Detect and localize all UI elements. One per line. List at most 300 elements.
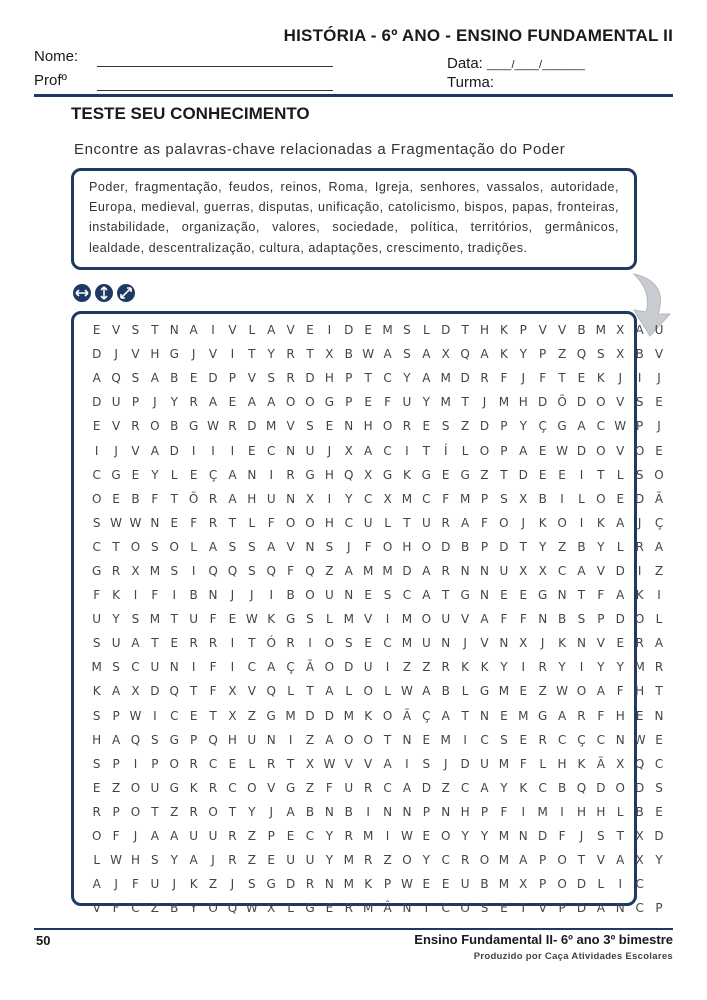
grid-letter[interactable]: T (151, 323, 159, 338)
grid-letter[interactable]: J (618, 371, 623, 386)
grid-letter[interactable]: Z (461, 419, 470, 434)
grid-letter[interactable]: J (230, 588, 235, 603)
grid-letter[interactable]: E (364, 588, 372, 603)
grid-letter[interactable]: P (383, 877, 392, 892)
grid-letter[interactable]: Ç (422, 708, 431, 723)
grid-letter[interactable]: L (616, 804, 624, 819)
grid-letter[interactable]: D (654, 829, 664, 844)
grid-letter[interactable]: V (364, 612, 373, 627)
grid-letter[interactable]: M (498, 829, 510, 844)
grid-letter[interactable]: P (112, 804, 120, 819)
grid-letter[interactable]: C (383, 780, 392, 795)
grid-letter[interactable]: C (422, 491, 431, 506)
grid-letter[interactable]: Â (383, 901, 392, 916)
grid-letter[interactable]: E (519, 684, 528, 699)
grid-letter[interactable]: R (402, 419, 412, 434)
grid-letter[interactable]: S (422, 756, 431, 771)
grid-letter[interactable]: S (635, 395, 644, 410)
grid-letter[interactable]: F (500, 804, 508, 819)
grid-letter[interactable]: U (150, 780, 160, 795)
grid-letter[interactable]: R (286, 347, 295, 362)
grid-letter[interactable]: O (479, 853, 490, 868)
grid-letter[interactable]: M (401, 491, 413, 506)
grid-letter[interactable]: B (305, 804, 315, 819)
grid-letter[interactable]: D (305, 371, 315, 386)
grid-letter[interactable]: U (266, 491, 276, 506)
grid-letter[interactable]: A (480, 347, 489, 362)
grid-letter[interactable]: D (344, 660, 354, 675)
grid-letter[interactable]: C (635, 877, 644, 892)
grid-letter[interactable]: U (344, 780, 354, 795)
grid-letter[interactable]: L (539, 756, 547, 771)
grid-letter[interactable]: C (480, 732, 489, 747)
grid-letter[interactable]: A (344, 563, 353, 578)
grid-letter[interactable]: K (577, 756, 586, 771)
grid-letter[interactable]: M (401, 636, 413, 651)
grid-letter[interactable]: I (637, 563, 642, 578)
grid-letter[interactable]: Y (422, 853, 430, 868)
grid-letter[interactable]: M (498, 756, 510, 771)
grid-letter[interactable]: A (228, 467, 237, 482)
grid-letter[interactable]: M (343, 877, 354, 892)
grid-letter[interactable]: L (384, 684, 391, 699)
grid-letter[interactable]: A (480, 780, 489, 795)
grid-letter[interactable]: J (250, 588, 254, 603)
grid-letter[interactable]: U (460, 877, 470, 892)
grid-letter[interactable]: L (597, 877, 605, 892)
grid-letter[interactable]: V (596, 563, 605, 578)
grid-letter[interactable]: U (421, 636, 431, 651)
grid-letter[interactable]: T (655, 684, 663, 699)
grid-letter[interactable]: A (616, 588, 625, 603)
grid-letter[interactable]: X (131, 563, 140, 578)
grid-letter[interactable]: S (403, 323, 411, 338)
grid-letter[interactable]: I (94, 443, 99, 458)
grid-letter[interactable]: Ç (538, 419, 547, 434)
grid-letter[interactable]: Ã (596, 756, 605, 771)
grid-letter[interactable]: U (150, 660, 160, 675)
grid-letter[interactable]: T (577, 588, 586, 603)
grid-letter[interactable]: L (248, 515, 256, 530)
grid-letter[interactable]: N (441, 636, 451, 651)
grid-letter[interactable]: R (441, 660, 450, 675)
grid-letter[interactable]: T (306, 684, 314, 699)
grid-letter[interactable]: F (151, 491, 159, 506)
grid-letter[interactable]: E (441, 467, 450, 482)
grid-letter[interactable]: E (189, 708, 198, 723)
grid-letter[interactable]: D (92, 395, 102, 410)
grid-letter[interactable]: P (500, 419, 508, 434)
grid-letter[interactable]: O (460, 901, 470, 916)
grid-letter[interactable]: H (324, 515, 334, 530)
grid-letter[interactable]: C (92, 467, 101, 482)
grid-letter[interactable]: A (150, 829, 159, 844)
grid-letter[interactable]: T (461, 323, 469, 338)
grid-letter[interactable]: E (131, 467, 140, 482)
grid-letter[interactable]: E (228, 756, 237, 771)
grid-letter[interactable]: Y (519, 419, 527, 434)
grid-letter[interactable]: Z (557, 347, 567, 362)
grid-letter[interactable]: W (245, 901, 258, 916)
grid-letter[interactable]: T (597, 467, 605, 482)
grid-letter[interactable]: I (153, 708, 157, 723)
grid-letter[interactable]: W (401, 684, 413, 699)
grid-letter[interactable]: T (422, 443, 430, 458)
grid-letter[interactable]: X (228, 708, 237, 723)
grid-letter[interactable]: R (441, 515, 450, 530)
grid-letter[interactable]: S (325, 539, 334, 554)
grid-letter[interactable]: E (364, 323, 372, 338)
grid-letter[interactable]: N (247, 467, 257, 482)
grid-letter[interactable]: J (191, 347, 196, 362)
grid-letter[interactable]: O (654, 467, 664, 482)
grid-letter[interactable]: S (170, 563, 179, 578)
grid-letter[interactable]: S (577, 612, 586, 627)
grid-letter[interactable]: E (635, 708, 644, 723)
grid-letter[interactable]: O (596, 395, 606, 410)
grid-letter[interactable]: E (286, 829, 295, 844)
grid-letter[interactable]: E (500, 708, 508, 723)
grid-letter[interactable]: O (130, 804, 141, 819)
grid-letter[interactable]: L (248, 323, 256, 338)
grid-letter[interactable]: B (131, 491, 140, 506)
grid-letter[interactable]: C (441, 901, 450, 916)
grid-letter[interactable]: T (248, 636, 256, 651)
grid-letter[interactable]: U (324, 588, 334, 603)
grid-letter[interactable]: B (577, 323, 586, 338)
grid-letter[interactable]: C (635, 901, 644, 916)
grid-letter[interactable]: M (362, 901, 374, 916)
grid-letter[interactable]: M (440, 371, 451, 386)
grid-letter[interactable]: O (441, 829, 451, 844)
grid-letter[interactable]: V (92, 901, 101, 916)
grid-letter[interactable]: U (499, 563, 509, 578)
grid-letter[interactable]: W (110, 515, 123, 530)
grid-letter[interactable]: B (344, 347, 353, 362)
grid-letter[interactable]: J (347, 539, 351, 554)
grid-letter[interactable]: O (382, 708, 393, 723)
grid-letter[interactable]: N (441, 804, 451, 819)
grid-letter[interactable]: U (363, 660, 373, 675)
grid-letter[interactable]: M (149, 563, 161, 578)
data-row[interactable] (447, 55, 585, 72)
grid-letter[interactable]: R (267, 756, 276, 771)
grid-letter[interactable]: K (461, 660, 470, 675)
grid-letter[interactable]: R (131, 419, 140, 434)
grid-letter[interactable]: P (480, 491, 489, 506)
grid-letter[interactable]: I (637, 371, 642, 386)
grid-letter[interactable]: N (169, 323, 179, 338)
grid-letter[interactable]: H (402, 539, 412, 554)
grid-letter[interactable]: R (208, 515, 218, 530)
grid-letter[interactable]: B (635, 804, 644, 819)
grid-letter[interactable]: N (402, 804, 412, 819)
grid-letter[interactable]: J (114, 347, 118, 362)
grid-letter[interactable]: F (500, 371, 508, 386)
grid-letter[interactable]: Z (208, 877, 218, 892)
grid-letter[interactable]: R (189, 756, 198, 771)
grid-letter[interactable]: R (286, 371, 295, 386)
grid-letter[interactable]: B (170, 901, 179, 916)
grid-letter[interactable]: Y (325, 853, 334, 868)
grid-letter[interactable]: A (92, 371, 101, 386)
grid-letter[interactable]: D (615, 563, 625, 578)
grid-letter[interactable]: G (188, 419, 199, 434)
grid-letter[interactable]: H (130, 853, 140, 868)
grid-letter[interactable]: U (111, 395, 121, 410)
grid-letter[interactable]: G (421, 467, 431, 482)
grid-letter[interactable]: V (557, 323, 567, 338)
grid-letter[interactable]: H (460, 804, 470, 819)
grid-letter[interactable]: C (383, 371, 392, 386)
grid-letter[interactable]: R (286, 467, 295, 482)
grid-letter[interactable]: E (364, 636, 372, 651)
grid-letter[interactable]: S (403, 347, 411, 362)
grid-letter[interactable]: K (189, 780, 198, 795)
grid-letter[interactable]: A (267, 660, 276, 675)
grid-letter[interactable]: H (363, 419, 373, 434)
grid-letter[interactable]: B (170, 419, 179, 434)
grid-letter[interactable]: T (500, 467, 508, 482)
grid-letter[interactable]: G (266, 708, 276, 723)
grid-letter[interactable]: V (247, 684, 256, 699)
grid-letter[interactable]: S (635, 467, 644, 482)
grid-letter[interactable]: A (616, 515, 625, 530)
grid-letter[interactable]: G (460, 588, 470, 603)
grid-letter[interactable]: T (519, 539, 527, 554)
grid-letter[interactable]: G (266, 877, 276, 892)
grid-letter[interactable]: I (405, 443, 409, 458)
grid-letter[interactable]: A (441, 708, 450, 723)
grid-letter[interactable]: R (635, 539, 644, 554)
grid-letter[interactable]: H (615, 708, 625, 723)
grid-letter[interactable]: X (616, 347, 625, 362)
grid-letter[interactable]: I (657, 588, 661, 603)
grid-letter[interactable]: T (248, 347, 256, 362)
grid-letter[interactable]: T (461, 395, 469, 410)
grid-letter[interactable]: H (557, 756, 567, 771)
grid-letter[interactable]: C (363, 491, 373, 506)
grid-letter[interactable]: A (461, 515, 470, 530)
grid-letter[interactable]: S (597, 347, 605, 362)
grid-letter[interactable]: N (615, 732, 625, 747)
grid-letter[interactable]: A (286, 804, 295, 819)
grid-letter[interactable]: R (228, 853, 237, 868)
grid-letter[interactable]: O (285, 395, 296, 410)
grid-letter[interactable]: Y (170, 395, 178, 410)
grid-letter[interactable]: M (382, 323, 393, 338)
grid-letter[interactable]: E (616, 636, 625, 651)
grid-letter[interactable]: E (189, 371, 198, 386)
grid-letter[interactable]: A (596, 684, 605, 699)
grid-letter[interactable]: T (364, 371, 372, 386)
grid-letter[interactable]: D (596, 780, 606, 795)
grid-letter[interactable]: L (461, 684, 469, 699)
grid-letter[interactable]: T (151, 636, 159, 651)
grid-letter[interactable]: U (441, 612, 451, 627)
grid-letter[interactable]: Z (111, 780, 121, 795)
grid-letter[interactable]: R (189, 636, 198, 651)
grid-letter[interactable]: O (576, 684, 587, 699)
grid-letter[interactable]: O (634, 443, 645, 458)
grid-letter[interactable]: V (596, 636, 605, 651)
grid-letter[interactable]: A (111, 684, 121, 699)
grid-letter[interactable]: M (401, 612, 413, 627)
grid-letter[interactable]: E (228, 395, 237, 410)
grid-letter[interactable]: R (460, 853, 470, 868)
grid-letter[interactable]: J (540, 636, 545, 651)
grid-letter[interactable]: S (92, 636, 101, 651)
grid-letter[interactable]: J (114, 443, 118, 458)
grid-letter[interactable]: C (208, 756, 218, 771)
grid-letter[interactable]: S (306, 419, 314, 434)
grid-letter[interactable]: Y (189, 901, 198, 916)
grid-letter[interactable]: B (170, 371, 179, 386)
grid-letter[interactable]: R (363, 780, 373, 795)
grid-letter[interactable]: V (131, 443, 140, 458)
grid-letter[interactable]: V (616, 395, 625, 410)
grid-letter[interactable]: Z (170, 804, 179, 819)
grid-letter[interactable]: G (382, 467, 393, 482)
grid-letter[interactable]: R (363, 853, 373, 868)
grid-letter[interactable]: V (111, 323, 121, 338)
grid-letter[interactable]: D (247, 419, 257, 434)
grid-letter[interactable]: B (441, 684, 450, 699)
grid-letter[interactable]: E (325, 901, 334, 916)
grid-letter[interactable]: A (577, 419, 586, 434)
grid-letter[interactable]: S (92, 756, 101, 771)
grid-letter[interactable]: C (402, 588, 412, 603)
grid-letter[interactable]: U (421, 515, 431, 530)
grid-letter[interactable]: K (480, 660, 489, 675)
grid-letter[interactable]: J (637, 515, 642, 530)
grid-letter[interactable]: J (211, 853, 215, 868)
grid-letter[interactable]: C (383, 443, 392, 458)
grid-letter[interactable]: A (422, 347, 431, 362)
grid-letter[interactable]: C (170, 708, 179, 723)
grid-letter[interactable]: H (247, 491, 257, 506)
grid-letter[interactable]: F (287, 563, 295, 578)
grid-letter[interactable]: R (286, 636, 295, 651)
grid-letter[interactable]: Ç (208, 467, 218, 482)
grid-letter[interactable]: R (111, 563, 121, 578)
grid-letter[interactable]: B (286, 588, 295, 603)
grid-letter[interactable]: H (92, 732, 102, 747)
grid-letter[interactable]: B (538, 491, 547, 506)
grid-letter[interactable]: N (460, 563, 470, 578)
grid-letter[interactable]: D (169, 443, 179, 458)
grid-letter[interactable]: S (228, 539, 237, 554)
grid-letter[interactable]: O (150, 419, 160, 434)
grid-letter[interactable]: O (479, 443, 490, 458)
grid-letter[interactable]: P (480, 804, 489, 819)
grid-letter[interactable]: M (343, 853, 354, 868)
grid-letter[interactable]: M (343, 708, 354, 723)
grid-letter[interactable]: A (325, 684, 334, 699)
grid-letter[interactable]: J (521, 371, 526, 386)
grid-letter[interactable]: R (538, 732, 547, 747)
grid-letter[interactable]: S (248, 563, 256, 578)
grid-letter[interactable]: K (92, 684, 101, 699)
grid-letter[interactable]: P (558, 901, 566, 916)
grid-letter[interactable]: J (114, 877, 118, 892)
grid-letter[interactable]: A (208, 539, 218, 554)
grid-letter[interactable]: N (402, 901, 412, 916)
grid-letter[interactable]: B (557, 780, 567, 795)
grid-letter[interactable]: F (93, 588, 101, 603)
grid-letter[interactable]: J (153, 395, 157, 410)
grid-letter[interactable]: W (323, 756, 336, 771)
grid-letter[interactable]: S (248, 539, 256, 554)
grid-letter[interactable]: K (112, 588, 121, 603)
grid-letter[interactable]: Z (325, 563, 334, 578)
grid-letter[interactable]: Y (558, 660, 566, 675)
grid-letter[interactable]: U (208, 829, 218, 844)
grid-letter[interactable]: E (306, 323, 314, 338)
grid-letter[interactable]: Q (208, 563, 218, 578)
grid-letter[interactable]: X (519, 491, 528, 506)
grid-letter[interactable]: U (363, 515, 373, 530)
nome-field[interactable] (97, 66, 333, 67)
grid-letter[interactable]: W (401, 829, 413, 844)
grid-letter[interactable]: P (655, 901, 663, 916)
grid-letter[interactable]: M (440, 395, 451, 410)
grid-letter[interactable]: Y (345, 491, 353, 506)
grid-letter[interactable]: D (150, 684, 160, 699)
grid-letter[interactable]: D (538, 395, 548, 410)
grid-letter[interactable]: A (383, 756, 392, 771)
grid-letter[interactable]: O (382, 539, 393, 554)
grid-letter[interactable]: I (288, 732, 293, 747)
prof-field[interactable] (97, 90, 333, 91)
grid-letter[interactable]: B (461, 539, 470, 554)
grid-letter[interactable]: A (596, 901, 605, 916)
grid-letter[interactable]: B (189, 588, 198, 603)
grid-letter[interactable]: O (557, 853, 567, 868)
grid-letter[interactable]: Y (539, 539, 547, 554)
grid-letter[interactable]: E (441, 877, 450, 892)
grid-letter[interactable]: J (230, 877, 235, 892)
grid-letter[interactable]: I (191, 443, 196, 458)
grid-letter[interactable]: B (557, 612, 567, 627)
grid-letter[interactable]: Y (480, 829, 489, 844)
grid-letter[interactable]: R (344, 901, 353, 916)
grid-letter[interactable]: M (498, 853, 510, 868)
grid-letter[interactable]: F (112, 829, 120, 844)
grid-letter[interactable]: Y (519, 347, 527, 362)
grid-letter[interactable]: C (131, 901, 140, 916)
grid-letter[interactable]: H (518, 395, 528, 410)
grid-letter[interactable]: M (91, 660, 102, 675)
grid-letter[interactable]: S (655, 780, 663, 795)
grid-letter[interactable]: D (635, 491, 645, 506)
grid-letter[interactable]: Z (383, 853, 392, 868)
grid-letter[interactable]: Z (480, 467, 489, 482)
grid-letter[interactable]: R (189, 395, 198, 410)
grid-letter[interactable]: F (151, 588, 159, 603)
grid-letter[interactable]: U (150, 877, 160, 892)
grid-letter[interactable]: X (635, 829, 644, 844)
grid-letter[interactable]: M (498, 395, 510, 410)
grid-letter[interactable]: Q (227, 901, 238, 916)
grid-letter[interactable]: E (519, 588, 528, 603)
grid-letter[interactable]: E (577, 371, 586, 386)
grid-letter[interactable]: I (327, 323, 332, 338)
grid-letter[interactable]: F (132, 877, 139, 892)
grid-letter[interactable]: C (596, 732, 606, 747)
grid-letter[interactable]: S (344, 636, 353, 651)
grid-letter[interactable]: D (285, 877, 296, 892)
